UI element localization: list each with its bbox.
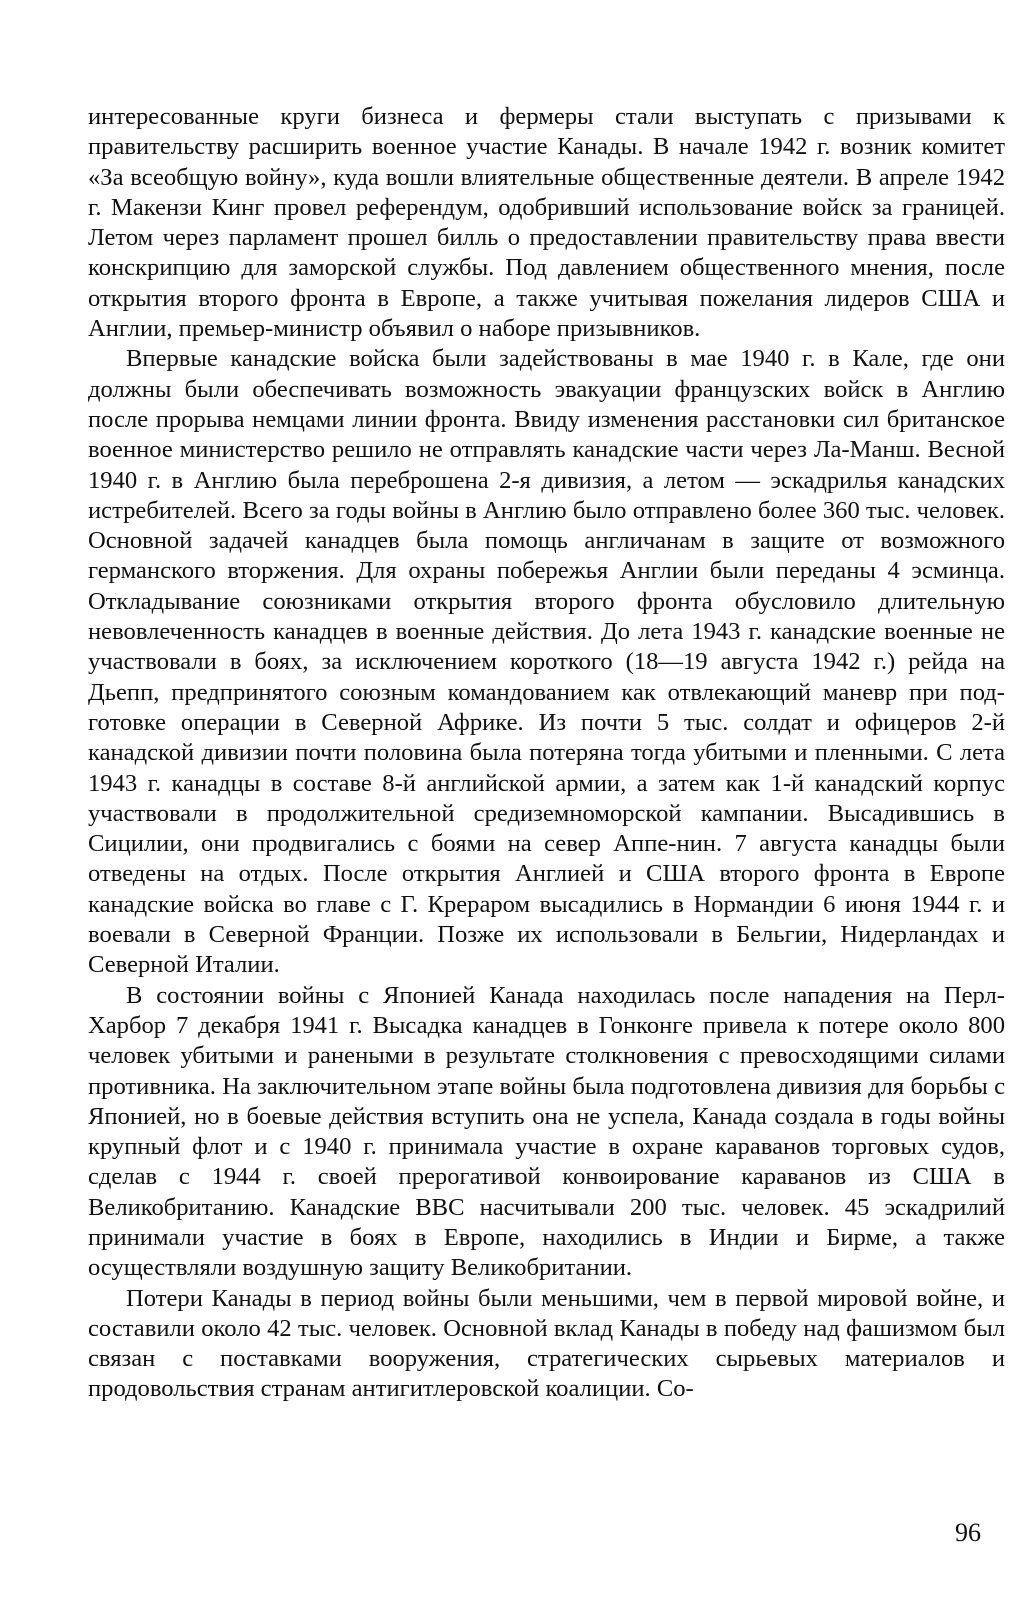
page-body — [88, 102, 1005, 1405]
paragraph: Впервые канадские войска были задействованы в мае 1940 г. в Кале, где они должны были обеспечивать возможность эвакуации французских войск в Англию после прорыва немцами линии фронта. Ввиду изменения расстановки сил британское военное министерство решило не отправлять канадские части через Ла-Манш. Весной 1940 г. в Англию была переброшена 2-я дивизия, а летом — эскадрилья канадских истребителей. Всего за годы войны в Англию было отправлено более 360 тыс. человек. Основной задачей канадцев была помощь англичанам в защите от возможного германского вторжения. Для охраны побережья Англии были переданы 4 эсминца. Откладывание союзниками открытия второго фронта обусловило длительную невовлеченность канадцев в военные действия. До лета 1943 г. канадские военные не участвовали в боях, за исключением короткого (18—19 августа 1942 г.) рейда на Дьепп, предпринятого союзным командованием как отвлекающий маневр при подготовке операции в Северной Африке. Из почти 5 тыс. солдат и офицеров 2-й канадской дивизии почти половина была потеряна тогда убитыми и пленными. С лета 1943 г. канадцы в составе 8-й английской армии, а затем как 1-й канадский корпус участвовали в продолжительной средиземноморской кампании. Высадившись в Сицилии, они продвигались с боями на север Аппе-нин. 7 августа канадцы были отведены на отдых. После открытия Англией и США второго фронта в Европе канадские войска во главе с Г. Крерaром высадились в Нормандии 6 июня 1944 г. и воевали в Северной Франции. Позже их использовали в Бельгии, Нидерландах и Северной Италии. — [88, 345, 1005, 979]
paragraph: Потери Канады в период войны были меньшими, чем в первой мировой войне, и составили около 42 тыс. человек. Основной вклад Канады в победу над фашизмом был связан с поставками вооружения, стратегических сырьевых материалов и продовольствия странам антигитлеровской коалиции. Со- — [88, 1284, 1005, 1403]
paragraph: В состоянии войны с Японией Канада находилась после нападения на Перл-Харбор 7 декабря 1941 г. Высадка канадцев в Гонконге привела к потере около 800 человек убитыми и ранеными в результате столкновения с превосходящими силами противника. На заключительном этапе войны была подготовлена дивизия для борьбы с Японией, но в боевые действия вступить она не успела, Канада создала в годы войны крупный флот и с 1940 г. принимала участие в охране караванов торговых судов, сделав с 1944 г. своей прерогативой конвоирование караванов из США в Великобританию. Канадские ВВС насчитывали 200 тыс. человек. 45 эскадрилий принимали участие в боях в Европе, находились в Индии и Бирме, а также осуществляли воздушную защиту Великобритании. — [88, 981, 1005, 1282]
page-number: 96 — [955, 1518, 981, 1547]
paragraph: интересованные круги бизнеса и фермеры стали выступать с призывами к правительству расширить военное участие Канады. В начале 1942 г. возник комитет «За всеобщую войну», куда вошли влиятельные общественные деятели. В апреле 1942 г. Макензи Кинг провел референдум, одобривший использование войск за границей. Летом через парламент прошел билль о предоставлении правительству права ввести конскрипцию для заморской службы. Под давлением общественного мнения, после открытия второго фронта в Европе, а также учитывая пожелания лидеров США и Англии, премьер-министр объявил о наборе призывников. — [88, 103, 1005, 343]
